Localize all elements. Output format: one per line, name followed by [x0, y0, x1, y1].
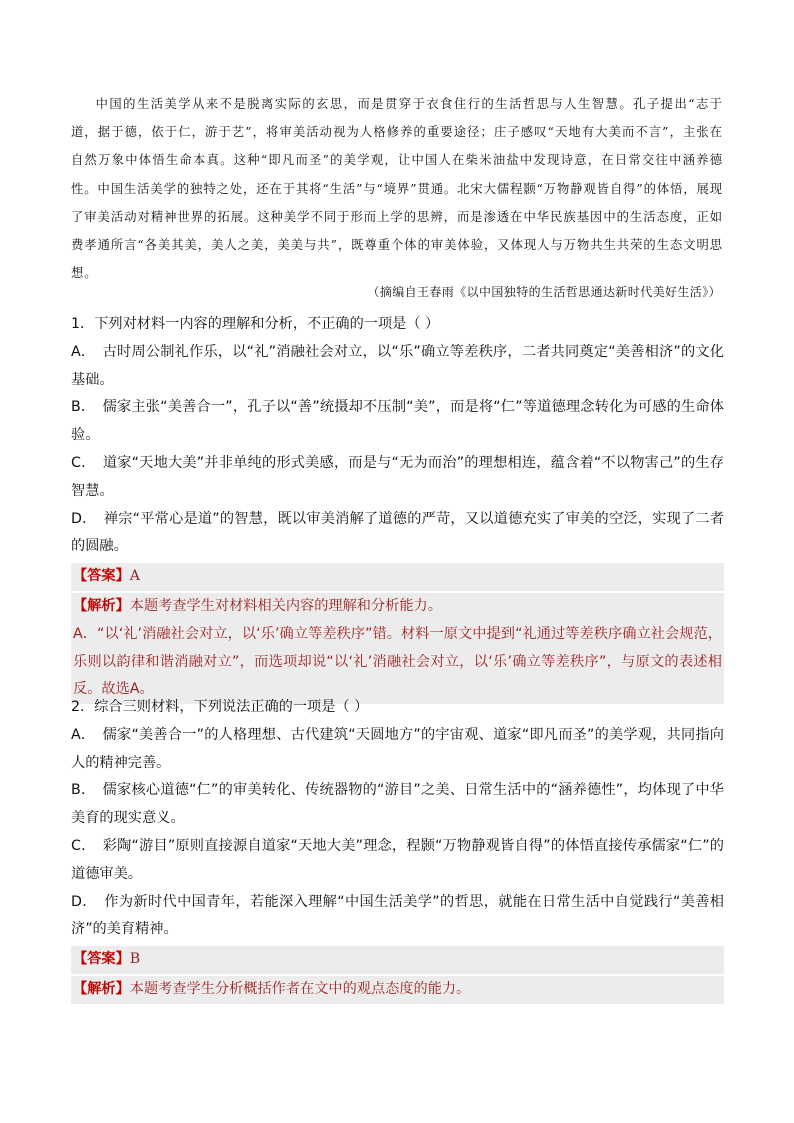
- option-d: D． 禅宗“平常心是道”的智慧，既以审美消解了道德的严苛，又以道德充实了审美的空泛，实现了二者的圆融。: [71, 510, 724, 555]
- analysis-tag: 【解析】: [73, 597, 130, 614]
- question-stem: 2．综合三则材料，下列说法正确的一项是（ ）: [71, 699, 369, 715]
- analysis-text: 本题考查学生对材料相关内容的理解和分析能力。: [129, 597, 442, 614]
- option-d: D． 作为新时代中国青年，若能深入理解“中国生活美学”的哲思，就能在日常生活中自觉践行“美善相济”的美育精神。: [71, 893, 724, 938]
- option-a: A． 儒家“美善合一”的人格理想、古代建筑“天圆地方”的宇宙观、道家“即凡而圣”的美学观，共同指向人的精神完善。: [71, 726, 724, 771]
- passage-text: 中国的生活美学从来不是脱离实际的玄思，而是贯穿于衣食住行的生活哲思与人生智慧。孔子提出“志于道，据于德，依于仁，游于艺”，将审美活动视为人格修养的重要途径；庄子感叹“天地有大美而不言”，主张在自然万象中体悟生命本真。这种“即凡而圣”的美学观，让中国人在柴米油盐中发现诗意，在日常交往中涵养德性。中国生活美学的独特之处，还在于其将“生活”与“境界”贯通。北宋大儒程颢“万物静观皆自得”的体悟，展现了审美活动对精神世界的拓展。这种美学不同于形而上学的思辨，而是渗透在中华民族基因中的生活态度，正如费孝通所言“各美其美，美人之美，美美与共”，既尊重个体的审美体验，又体现人与万物共生共荣的生态文明思想。: [71, 97, 723, 281]
- analysis-explanation: A．“以‘礼’消融社会对立，以‘乐’确立等差秩序”错。材料一原文中提到“礼通过等差秩序确立社会规范，乐则以韵律和谐消融对立”，而选项却说“以‘礼’消融社会对立，以‘乐’确立等差秩序”，与原文的表述相反。故选A。: [73, 625, 722, 698]
- question-stem: 1．下列对材料一内容的理解和分析，不正确的一项是（ ）: [71, 316, 440, 332]
- analysis-tag: 【解析】: [73, 980, 130, 997]
- option-a: A． 古时周公制礼作乐，以“礼”消融社会对立，以“乐”确立等差秩序，二者共同奠定“美善相济”的文化基础。: [71, 343, 724, 388]
- answer-box: [71, 946, 724, 974]
- analysis-box: [71, 593, 724, 704]
- answer-box: [71, 563, 724, 591]
- passage-source: （摘编自王春雨《以中国独特的生活哲思通达新时代美好生活》）: [367, 285, 721, 299]
- answer-value: A: [129, 568, 141, 585]
- option-b: B． 儒家核心道德“仁”的审美转化、传统器物的“游目”之美、日常生活中的“涵养德性”，均体现了中华美育的现实意义。: [71, 782, 724, 827]
- answer-tag: 【答案】: [73, 568, 130, 585]
- option-c: C． 道家“天地大美”并非单纯的形式美感，而是与“无为而治”的理想相连，蕴含着“不以物害己”的生存智慧。: [71, 454, 724, 499]
- reading-passage: [71, 90, 723, 287]
- answer-tag: 【答案】: [73, 951, 130, 968]
- option-b: B． 儒家主张“美善合一”，孔子以“善”统摄却不压制“美”，而是将“仁”等道德理念转化为可感的生命体验。: [71, 399, 724, 444]
- analysis-box: [71, 976, 724, 1004]
- question-2: [71, 694, 724, 1004]
- analysis-text: 本题考查学生分析概括作者在文中的观点态度的能力。: [129, 980, 471, 997]
- option-c: C． 彩陶“游目”原则直接源自道家“天地大美”理念，程颢“万物静观皆自得”的体悟直接传承儒家“仁”的道德审美。: [71, 837, 724, 882]
- answer-value: B: [129, 951, 141, 968]
- question-1: [71, 311, 724, 704]
